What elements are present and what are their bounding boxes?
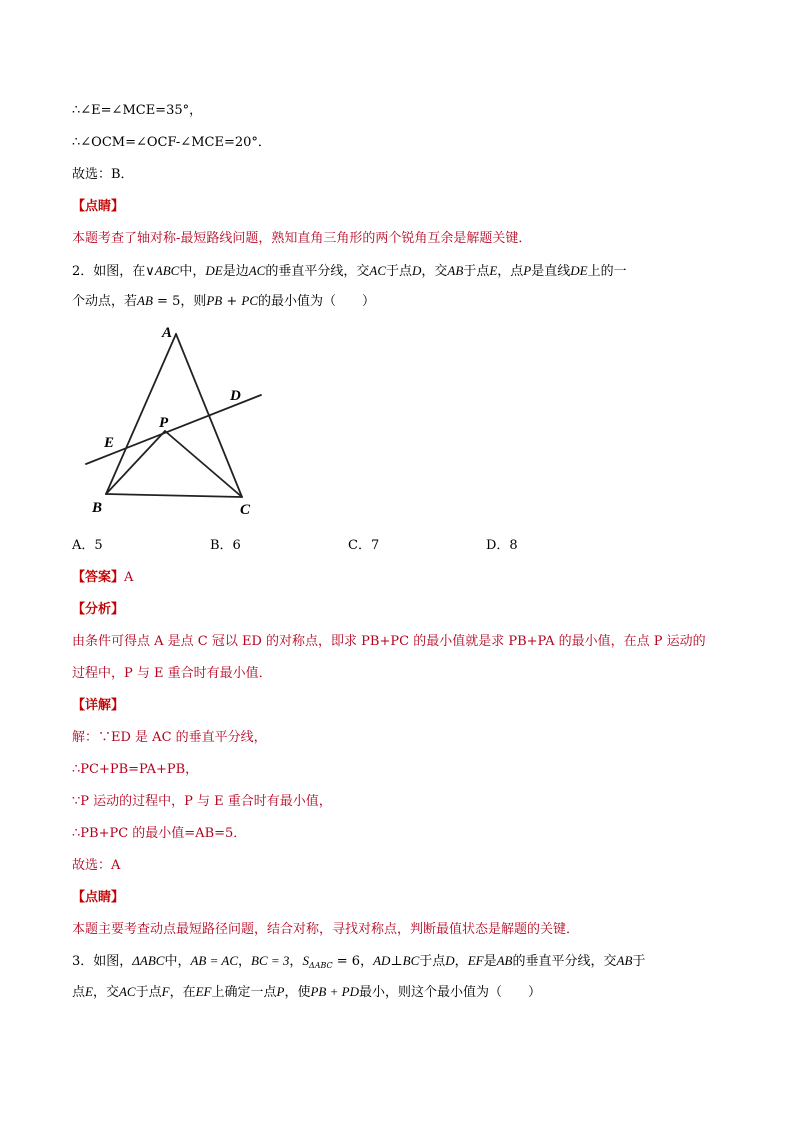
segment-pb: [106, 431, 165, 494]
option-d: D．8: [486, 538, 518, 553]
segment-pc: [165, 431, 242, 497]
prev-step-1: ∴∠E=∠MCE=35°，: [72, 103, 203, 118]
label-p: P: [159, 415, 169, 431]
label-c: C: [240, 502, 251, 518]
prev-choice: 故选：B．: [72, 167, 134, 182]
q2-line-2: 个动点，若AB = 5，则PB + PC的最小值为（ ）: [72, 293, 376, 309]
prev-step-2: ∴∠OCM=∠OCF-∠MCE=20°．: [72, 135, 271, 150]
segment-ab: [106, 334, 176, 494]
analysis-line-1: 由条件可得点 A 是点 C 冠以 ED 的对称点，即求 PB+PC 的最小值就是求 PB+PA 的最小值，在点 P 运动的: [72, 634, 706, 649]
detail-line-3: ∵P 运动的过程中，P 与 E 重合时有最小值，: [72, 794, 332, 809]
label-e: E: [104, 435, 115, 451]
option-a: A．5: [72, 538, 103, 553]
prev-comment-tag: 【点睛】: [72, 199, 125, 214]
label-a: A: [162, 325, 173, 341]
label-b: B: [92, 500, 103, 516]
detail-tag: 【详解】: [72, 698, 125, 713]
label-d: D: [230, 388, 241, 404]
q2-comment-tag: 【点睛】: [72, 890, 125, 905]
detail-line-2: ∴PC+PB=PA+PB，: [72, 762, 199, 777]
q2-line-1: 2．如图，在∨ABC中，DE是边AC的垂直平分线，交AC于点D，交AB于点E，点P是直线DE上的一: [72, 263, 627, 279]
analysis-tag: 【分析】: [72, 602, 125, 617]
segment-bc: [106, 494, 242, 497]
q2-comment: 本题主要考查动点最短路径问题，结合对称，寻找对称点，判断最值状态是解题的关键．: [72, 922, 580, 937]
prev-comment: 本题考查了轴对称-最短路线问题，熟知直角三角形的两个锐角互余是解题关键．: [72, 231, 532, 246]
option-b: B．6: [210, 538, 241, 553]
q3-line-1: 3．如图，ΔABC中，AB = AC，BC = 3，$S_{\Delta ABC} = 6$，AD⊥BC于点D，EF是AB的垂直平分线，交AB于: [72, 953, 646, 970]
detail-line-1: 解：∵ED 是 AC 的垂直平分线，: [72, 730, 267, 745]
answer-line: 【答案】A: [72, 570, 134, 585]
q3-line-2: 点E，交AC于点F，在EF上确定一点P，使PB + PD最小，则这个最小值为（ ）: [72, 984, 541, 1000]
detail-line-4: ∴PB+PC 的最小值=AB=5．: [72, 826, 247, 841]
analysis-line-2: 过程中，P 与 E 重合时有最小值．: [72, 666, 272, 681]
line-de: [86, 395, 261, 464]
q2-choice: 故选：A: [72, 858, 121, 873]
option-c: C．7: [348, 538, 380, 553]
